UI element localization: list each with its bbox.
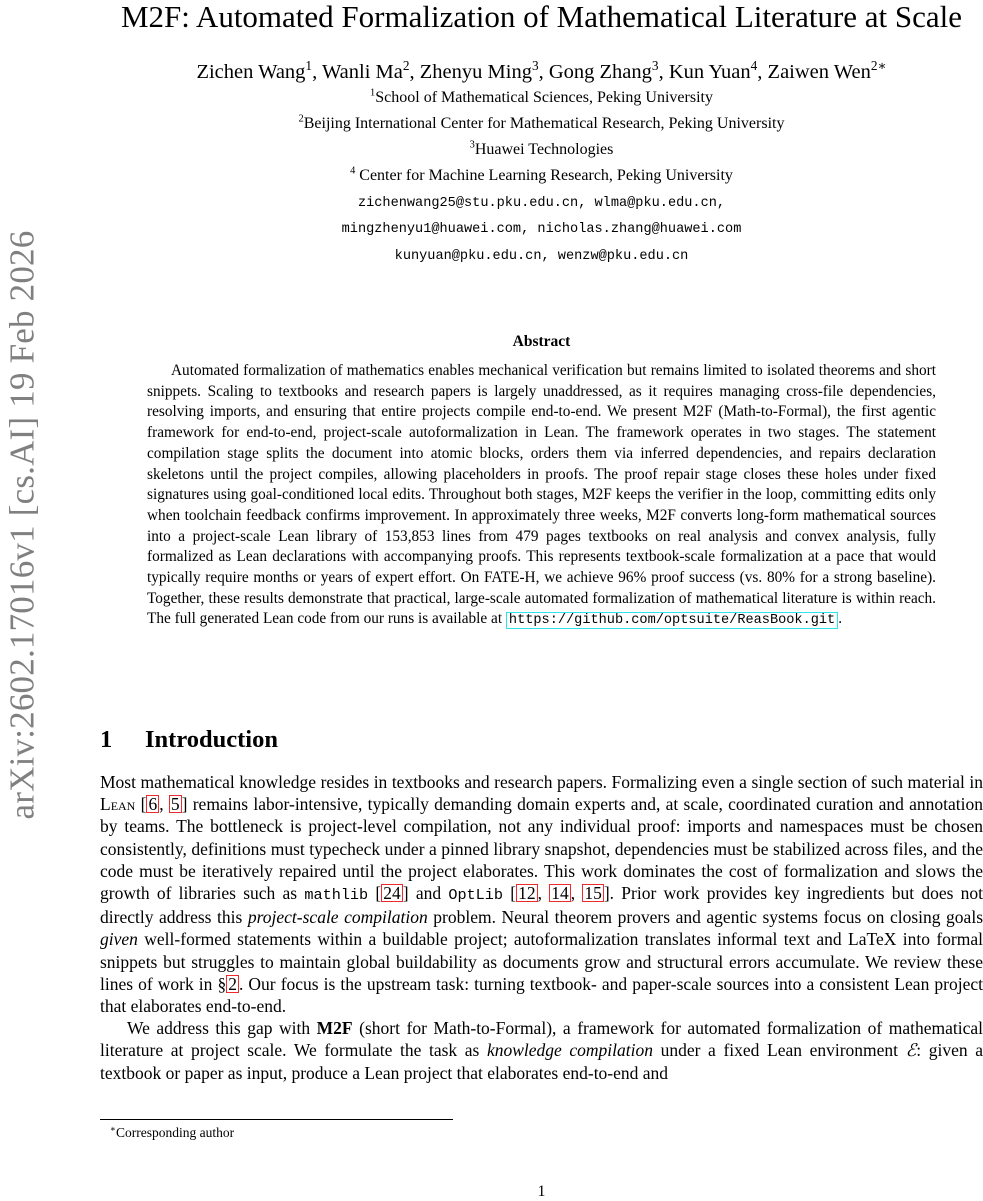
- author-list: [100, 58, 983, 86]
- author-name: Wanli Ma: [321, 61, 403, 83]
- text-run: under a fixed Lean environment: [653, 1040, 906, 1061]
- footnote-rule: [100, 1119, 453, 1120]
- footnote-marker: ∗: [110, 1123, 116, 1134]
- author-name: Zichen Wang: [196, 61, 306, 83]
- citation-link[interactable]: 14: [551, 883, 569, 904]
- affiliation-sup: 3: [469, 139, 475, 151]
- section-heading: [100, 724, 278, 756]
- text-run: . Prior work provides key ingredients but does not directly address this: [100, 883, 983, 928]
- affiliation-sup: 2: [298, 113, 304, 125]
- footnote: [110, 1124, 234, 1142]
- footnote-text: Corresponding author: [115, 1125, 235, 1140]
- repo-link[interactable]: https://github.com/optsuite/ReasBook.git: [506, 612, 838, 629]
- affiliation-sup: 1: [370, 87, 376, 99]
- text-run: (short for Math-to-Formal), a framework for automated formalization of mathematical literature at project scale. We formulate the task as: [100, 1018, 983, 1061]
- email-line: zichenwang25@stu.pku.edu.cn, wlma@pku.edu.cn,: [357, 196, 726, 211]
- author-sep: ,: [409, 61, 420, 83]
- author-sup: 3: [531, 58, 539, 74]
- environment-symbol: ℰ: [905, 1040, 917, 1061]
- author-sup: 2∗: [870, 58, 887, 74]
- abstract-heading: Abstract: [512, 333, 571, 350]
- text-run: : given a textbook or paper as input, produce a Lean project that elaborates end-to-end and: [100, 1040, 983, 1083]
- abstract-body: [147, 361, 936, 632]
- author-sep: ,: [757, 61, 768, 83]
- author-sep: ,: [538, 61, 549, 83]
- affiliation-text: Center for Machine Learning Research, Peking University: [355, 167, 733, 184]
- lean-name: Lean: [100, 794, 136, 815]
- affiliation-2: [100, 114, 983, 134]
- affiliation-4: [100, 166, 983, 186]
- text-run: remains labor-intensive, typically demanding domain experts and, at scale, coordinated curation and annotation by teams. The bottleneck is project-level compilation, not any individual proof: imports and namespaces must be chosen consistently, definitions must typecheck under a pinned library snapshot, dependencies must be stabilized across files, and the code must be iteratively repaired until the project elaborates. This work dominates the cost of formalization and slows the growth of libraries such as: [100, 794, 983, 904]
- citation-link[interactable]: 12: [518, 883, 536, 904]
- author-sup: 1: [305, 58, 313, 74]
- citation-link[interactable]: 15: [584, 883, 602, 904]
- arxiv-stamp-text: arXiv:2602.17016v1 [cs.AI] 19 Feb 2026: [2, 230, 42, 820]
- email-line: mingzhenyu1@huawei.com, nicholas.zhang@huawei.com: [341, 222, 742, 237]
- author-sup: 2: [402, 58, 410, 74]
- email-line: kunyuan@pku.edu.cn, wenzw@pku.edu.cn: [394, 249, 689, 264]
- author-sup: 3: [651, 58, 659, 74]
- section-ref-link[interactable]: 2: [228, 973, 237, 994]
- optlib-name: OptLib: [448, 886, 504, 905]
- emphasis: project-scale compilation: [247, 907, 428, 928]
- text-run: Most mathematical knowledge resides in textbooks and research papers. Formalizing even a single section of such material in: [100, 772, 983, 792]
- section-number: 1: [100, 726, 113, 753]
- affiliation-text: Beijing International Center for Mathematical Research, Peking University: [303, 115, 785, 132]
- text-run: well-formed statements within a buildable project; autoformalization translates informal text and LaTeX into formal snippets but struggles to maintain global buildability as documents grow and structural errors accumulate. We review these lines of work in §: [100, 929, 983, 994]
- emphasis: given: [100, 929, 138, 950]
- arxiv-stamp: [0, 190, 44, 860]
- text-run: We address this gap with: [127, 1018, 317, 1039]
- author-sep: ,: [312, 61, 322, 83]
- intro-paragraph-1: Most mathematical knowledge resides in textbooks and research papers. Formalizing even a single section of such material in Lean [ 6 , 5 ] remains labor-intensive, typically demanding domain experts and, at scale, coordinated curation and annotation by teams. The bottleneck is project-level compilation, not any individual proof: imports and namespaces must be chosen consistently, definitions must typecheck under a pinned library snapshot, dependencies must be stabilized across files, and the code must be iteratively repaired until the project elaborates. This work dominates the cost of formalization and slows the growth of libraries such as mathlib [ 24 ] and OptLib [ 12 , 14 , 15 ]. Prior work provides key ingredients but does not directly address this project-scale compilation problem. Neural theorem provers and agentic systems focus on closing goals given well-formed statements within a buildable project; autoformalization translates informal text and LaTeX into formal snippets but struggles to maintain global buildability as documents grow and structural errors accumulate. We review these lines of work in § 2 . Our focus is the upstream task: turning textbook- and paper-scale sources into a consistent Lean project that elaborates end-to-end.: [100, 772, 983, 1017]
- author-sep: ,: [658, 61, 669, 83]
- citation-link[interactable]: 5: [170, 794, 180, 815]
- text-run: . Our focus is the upstream task: turning textbook- and paper-scale sources into a consistent Lean project that elaborates end-to-end.: [100, 973, 983, 1017]
- text-run: problem. Neural theorem provers and agentic systems focus on closing goals: [427, 907, 983, 928]
- paper-title: M2F: Automated Formalization of Mathematical Literature at Scale: [120, 0, 963, 34]
- affiliation-text: Huawei Technologies: [474, 141, 614, 158]
- affiliation-3: [100, 140, 983, 160]
- mathlib-name: mathlib: [304, 886, 369, 905]
- intro-paragraph-2: [100, 1017, 983, 1084]
- abstract-end: .: [838, 610, 843, 628]
- section-title: Introduction: [145, 726, 278, 753]
- affiliation-1: [100, 88, 983, 108]
- author-name: Gong Zhang: [548, 61, 652, 83]
- text-run: and: [408, 883, 449, 904]
- author-name: Zhenyu Ming: [419, 61, 532, 83]
- citation-link[interactable]: 6: [148, 794, 158, 815]
- abstract-text: Automated formalization of mathematics enables mechanical verification but remains limited to isolated theorems and short snippets. Scaling to textbooks and research papers is largely unaddressed, as it requires managing cross-file dependencies, resolving imports, and ensuring that entire projects compile end-to-end. We present M2F (Math-to-Formal), the first agentic framework for end-to-end, project-scale autoformalization in Lean. The framework operates in two stages. The statement compilation stage splits the document into atomic blocks, orders them via inferred dependencies, and repairs declaration skeletons until the project compiles, allowing placeholders in proofs. The proof repair stage closes these holes under fixed signatures using goal-conditioned local edits. Throughout both stages, M2F keeps the verifier in the loop, committing edits only when toolchain feedback confirms improvement. In approximately three weeks, M2F converts long-form mathematical sources into a project-scale Lean library of 153,853 lines from 479 pages textbooks on real analysis and convex analysis, fully formalized as Lean declarations with accompanying proofs. This represents textbook-scale formalization at a pace that would typically require months or years of expert effort. On FATE-H, we achieve 96% proof success (vs. 80% for a strong baseline). Together, these results demonstrate that practical, large-scale automated formalization of mathematical literature is within reach. The full generated Lean code from our runs is available at: [147, 362, 936, 628]
- affiliation-sup: 4: [350, 165, 356, 177]
- citation-link[interactable]: 24: [383, 883, 401, 904]
- affiliation-text: School of Mathematical Sciences, Peking University: [375, 89, 713, 106]
- author-sup: 4: [750, 58, 758, 74]
- m2f-bold: M2F: [316, 1018, 353, 1039]
- intro-body: [100, 771, 983, 1084]
- author-name: Zaiwen Wen: [767, 61, 871, 83]
- page-number: 1: [537, 1183, 546, 1200]
- author-name: Kun Yuan: [668, 61, 751, 83]
- emphasis: knowledge compilation: [486, 1040, 653, 1061]
